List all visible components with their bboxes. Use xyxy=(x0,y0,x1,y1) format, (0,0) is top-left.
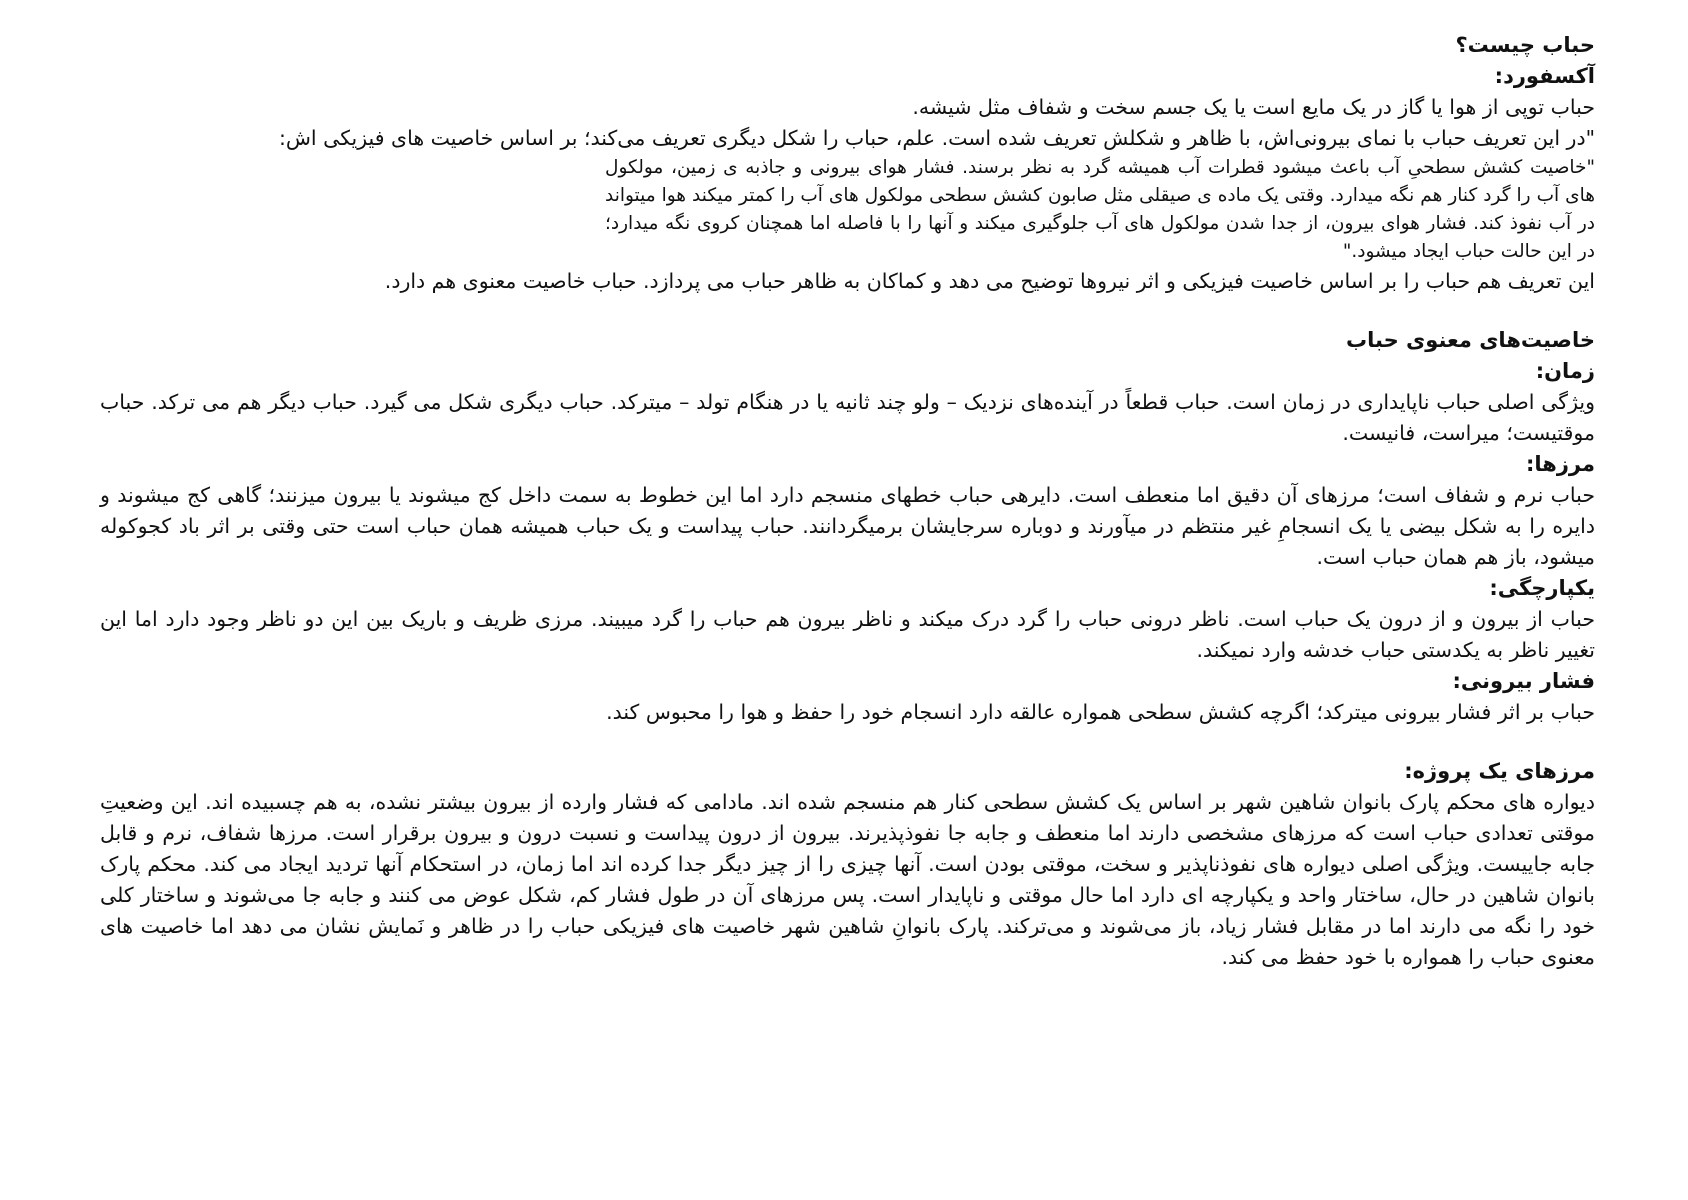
spacer xyxy=(100,297,1595,325)
spacer xyxy=(100,728,1595,756)
unity-label: یکپارچگی: xyxy=(1489,576,1595,600)
oxford-definition: حباب توپی از هوا یا گاز در یک مایع است یا یک جسم سخت و شفاف مثل شیشه. xyxy=(912,95,1595,119)
quote-commentary: این تعریف هم حباب را بر اساس خاصیت فیزیکی و اثر نیروها توضیح می دهد و کماکان به ظاهر حباب می پردازد. حباب خاصیت معنوی هم دارد. xyxy=(384,269,1595,293)
document-page xyxy=(100,30,1595,973)
science-quote: "خاصیت کشش سطحیِ آب باعث میشود قطرات آب همیشه گرد به نظر برسند. فشار هوای بیرونی و جاذبه ی زمین، مولکول های آب را گرد کنار هم نگه میدارد. وقتی یک ماده ی صیقلی مثل صابون کشش سطحی مولکول های آب را کمتر میکند هوا میتواند در آب نفوذ کند. فشار هوای بیرون، از جدا شدن مولکول های آب جلوگیری میکند و آنها را با فاصله اما همچنان کروی نگه میدارد؛ در این حالت حباب ایجاد میشود." xyxy=(605,157,1595,262)
time-paragraph: ویژگی اصلی حباب ناپایداری در زمان است. حباب قطعاً در آینده‌های نزدیک – ولو چند ثانیه یا در هنگام تولد – میترکد. حباب دیگری شکل می گیرد. حباب دیگر هم می ترکد. حباب موقتیست؛ میراست، فانیست. xyxy=(100,390,1595,445)
borders-paragraph: حباب نرم و شفاف است؛ مرزهای آن دقیق اما منعطف است. دایرهی حباب خطهای منسجم دارد اما این خطوط به سمت داخل کج میشوند یا بیرون میزنند؛ گاهی کج میشوند و دایره را به شکل بیضی یا یک انسجامِ غیر منتظم در میآورند و دوباره سرجایشان برمیگردانند. حباب پیداست و یک حباب همیشه همان حباب است حتی وقتی بر اثر باد کجوکوله میشود، باز هم همان حباب است. xyxy=(100,483,1595,569)
page-title: حباب چیست؟ xyxy=(1455,33,1595,57)
project-heading: مرزهای یک پروژه: xyxy=(1404,759,1595,783)
pressure-paragraph: حباب بر اثر فشار بیرونی میترکد؛ اگرچه کشش سطحی همواره عالقه دارد انسجام خود را حفظ و هوا را محبوس کند. xyxy=(606,700,1595,724)
borders-label: مرزها: xyxy=(1526,452,1595,476)
time-label: زمان: xyxy=(1535,359,1595,383)
oxford-comment: "در این تعریف حباب با نمای بیرونی‌اش، با ظاهر و شکلش تعریف شده است. علم، حباب را شکل دیگری تعریف می‌کند؛ بر اساس خاصیت های فیزیکی اش: xyxy=(278,126,1595,150)
semantic-heading: خاصیت‌های معنوی حباب xyxy=(1346,328,1595,352)
pressure-label: فشار بیرونی: xyxy=(1452,669,1595,693)
oxford-label: آکسفورد: xyxy=(1494,64,1595,88)
unity-paragraph: حباب از بیرون و از درون یک حباب است. ناظر درونی حباب را گرد درک میکند و ناظر بیرون هم حباب را گرد میبیند. مرزی ظریف و باریک بین این دو ناظر وجود دارد اما این تغییر ناظر به یکدستی حباب خدشه وارد نمیکند. xyxy=(100,607,1595,662)
project-paragraph: دیواره های محکم پارک بانوان شاهین شهر بر اساس یک کشش سطحی کنار هم منسجم شده اند. مادامی که فشار وارده از بیرون بیشتر نشده، به هم چسبیده اند. این وضعیتِ موقتی تعدادی حباب است که مرزهای مشخصی دارند اما منعطف و جابه جا نفوذپذیرند. بیرون از درون پیداست و نسبت درون و بیرون برقرار است. مرزها شفاف، نرم و قابل جابه جاییست. ویژگی اصلی دیواره های نفوذناپذیر و سخت، موقتی بودن است. آنها چیزی را از چیز دیگر جدا کرده اند اما زمان، در استحکام آنها تردید ایجاد می کند. محکم پارک بانوان شاهین در حال، ساختار واحد و یکپارچه ای دارد اما حال موقتی و ناپایدار است. پس مرزهای آن در طول فشار کم، شکل عوض می کنند و جابه جا می‌شوند و ساختار کلی خود را نگه می دارند اما در مقابل فشار زیاد، باز می‌شوند و می‌ترکند. پارک بانوانِ شاهین شهر خاصیت های فیزیکی حباب را در ظاهر و نَمایش نشان می دهد اما خاصیت های معنوی حباب را همواره با خود حفظ می کند. xyxy=(100,790,1595,969)
